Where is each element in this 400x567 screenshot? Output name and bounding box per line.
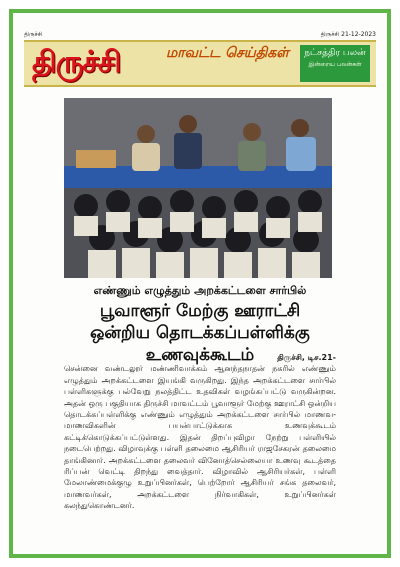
masthead-section: மாவட்ட செய்திகள்	[166, 45, 289, 61]
star-box-sub: இன்றைய பலன்கள்	[308, 61, 362, 68]
event-photo	[64, 98, 332, 278]
masthead-city: திருச்சி	[32, 45, 121, 80]
date-label: திருச்சி 21-12-2023	[320, 31, 376, 38]
star-box-title: நட்சத்திர பலன்	[304, 48, 366, 58]
masthead-banner	[24, 40, 376, 87]
article-body: சென்னை வண்டலூர் மண்ணிவாக்கம் ஆனந்தநாதன் நகரில் எண்ணும் எழுத்தும் அறக்கட்டளை இயங்கி வருகிறது. இந்த அறக்கட்டளை சார்பில் பள்ளிகளுக்கு பல்வேறு நலத்திட்ட உதவிகள் வழங்கப்பட்டு வருகின்றன. அதன் ஒரு பகுதியாக திருச்சி மாவட்டம் பூவாளூர் மேற்கு ஊராட்சி ஒன்றிய தொடக்கப்பள்ளிக்கு எண்ணும் எழுத்தும் அறக்கட்டளை சார்பில் மாணவ-மாணவிகளின் பயன்பாட்டுக்காக உணவுக்கூடம் கட்டிக்கொடுக்கப்பட்டுள்ளது. இதன் திறப்புவிழா நேற்று பள்ளியில் நடைபெற்றது. விழாவுக்கு பள்ளி தலைமை ஆசிரியர் ராஜசேகரன் தலைமை தாங்கினார். அறக்கட்டளை தலைவர் வினோத்செல்லையா உணவு கூடத்தை ரிப்பன் வெட்டி திறந்து வைத்தார். விழாவில் ஆசிரியர்கள், பள்ளி மேலாண்மைக்குழு உறுப்பினர்கள், பெற்றோர் ஆசிரியர் சங்க தலைவர், மாணவர்கள், அறக்கட்டளை நிர்வாகிகள், உறுப்பினர்கள் கலந்துகொண்டனர்.	[64, 364, 336, 511]
article-body-block	[64, 352, 336, 512]
star-box	[300, 45, 370, 82]
article-headline: பூவாளூர் மேற்கு ஊராட்சி ஒன்றிய தொடக்கப்பள்ளிக்கு உணவுக்கூடம்	[90, 301, 310, 365]
article-kicker: எண்ணும் எழுத்தும் அறக்கட்டளை சார்பில்	[93, 284, 307, 297]
event-photo-illustration	[64, 98, 332, 278]
edition-label: திருச்சி	[24, 31, 43, 38]
article-dateline: திருச்சி, டிச.21-	[277, 353, 336, 362]
top-strip	[20, 31, 380, 40]
